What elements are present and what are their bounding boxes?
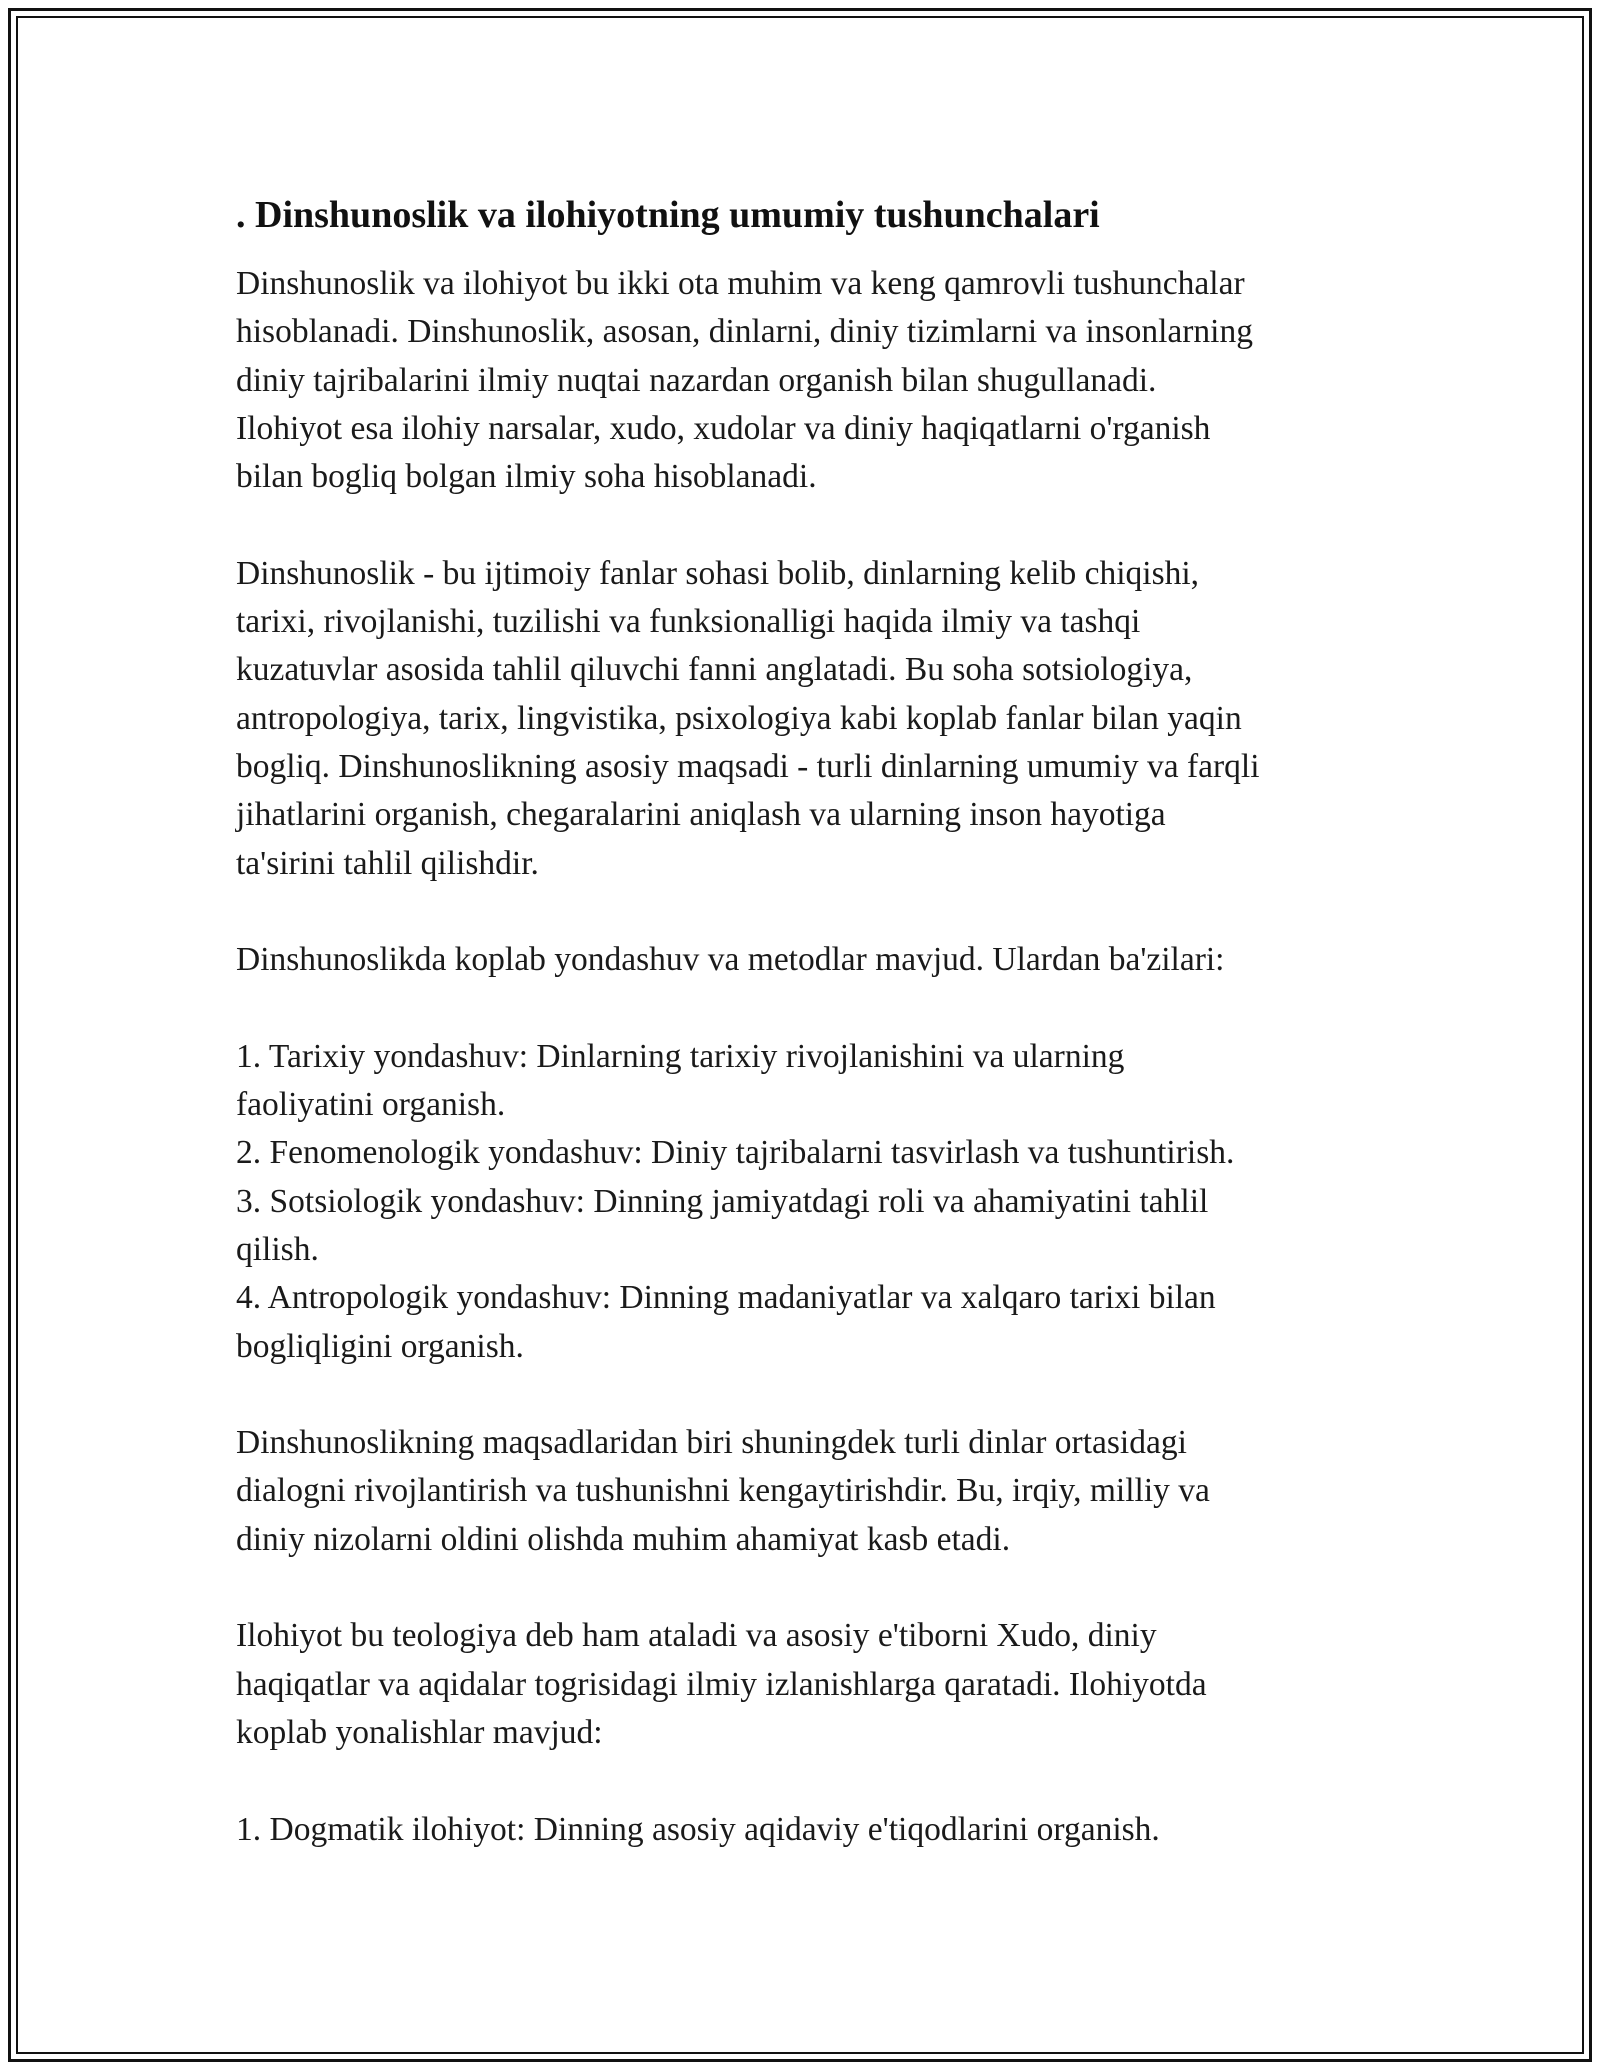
text-line: bilan bogliq bolgan ilmiy soha hisoblanadi. xyxy=(236,458,817,496)
text-line: haqiqatlar va aqidalar togrisidagi ilmiy izlanishlarga qaratadi. Ilohiyotda xyxy=(236,1665,1207,1703)
list-item: qilish. xyxy=(236,1230,319,1268)
text-line: koplab yonalishlar mavjud: xyxy=(236,1713,603,1751)
list-item: 4. Antropologik yondashuv: Dinning madaniyatlar va xalqaro tarixi bilan xyxy=(236,1279,1216,1317)
text-line: Dinshunoslikning maqsadlaridan biri shuningdek turli dinlar ortasidagi xyxy=(236,1424,1187,1462)
text-line: ta'sirini tahlil qilishdir. xyxy=(236,844,539,882)
text-line: diniy nizolarni oldini olishda muhim ahamiyat kasb etadi. xyxy=(236,1520,1011,1558)
text-line: diniy tajribalarini ilmiy nuqtai nazardan organish bilan shugullanadi. xyxy=(236,361,1157,399)
text-line: bogliq. Dinshunoslikning asosiy maqsadi - turli dinlarning umumiy va farqli xyxy=(236,747,1260,785)
list-item: 1. Tarixiy yondashuv: Dinlarning tarixiy rivojlanishini va ularning xyxy=(236,1037,1125,1075)
list-item: bogliqligini organish. xyxy=(236,1327,524,1365)
text-line: antropologiya, tarix, lingvistika, psixologiya kabi koplab fanlar bilan yaqin xyxy=(236,699,1242,737)
list-item: 3. Sotsiologik yondashuv: Dinning jamiyatdagi roli va ahamiyatini tahlil xyxy=(236,1182,1209,1220)
text-line: Ilohiyot esa ilohiy narsalar, xudo, xudolar va diniy haqiqatlarni o'rganish xyxy=(236,409,1211,447)
text-line: dialogni rivojlantirish va tushunishni kengaytirishdir. Bu, irqiy, milliy va xyxy=(236,1472,1210,1510)
text-line: tarixi, rivojlanishi, tuzilishi va funksionalligi haqida ilmiy va tashqi xyxy=(236,603,1141,641)
text-line: Dinshunoslik - bu ijtimoiy fanlar sohasi bolib, dinlarning kelib chiqishi, xyxy=(236,554,1200,592)
paragraph-dinshunoslik-definition xyxy=(236,550,1416,888)
text-line: jihatlarini organish, chegaralarini aniqlash va ularning inson hayotiga xyxy=(236,796,1166,834)
text-line: Dinshunoslikda koplab yondashuv va metodlar mavjud. Ulardan ba'zilari: xyxy=(236,941,1225,979)
paragraph-ilohiyot-definition xyxy=(236,1612,1416,1757)
list-item: faoliyatini organish. xyxy=(236,1086,506,1124)
paragraph-dialogue xyxy=(236,1419,1416,1564)
list-item: 1. Dogmatik ilohiyot: Dinning asosiy aqidaviy e'tiqodlarini organish. xyxy=(236,1810,1160,1848)
theology-list xyxy=(236,1806,1416,1854)
text-line: hisoblanadi. Dinshunoslik, asosan, dinlarni, diniy tizimlarni va insonlarning xyxy=(236,313,1253,351)
text-line: Ilohiyot bu teologiya deb ham ataladi va asosiy e'tiborni Xudo, diniy xyxy=(236,1617,1157,1655)
paragraph-methods-intro xyxy=(236,936,1416,984)
list-item: 2. Fenomenologik yondashuv: Diniy tajribalarni tasvirlash va tushuntirish. xyxy=(236,1134,1235,1172)
document-heading: . Dinshunoslik va ilohiyotning umumiy tushunchalari xyxy=(236,194,1100,236)
text-line: kuzatuvlar asosida tahlil qiluvchi fanni anglatadi. Bu soha sotsiologiya, xyxy=(236,651,1193,689)
paragraph-intro xyxy=(236,260,1416,501)
text-line: Dinshunoslik va ilohiyot bu ikki ota muhim va keng qamrovli tushunchalar xyxy=(236,265,1245,302)
approaches-list xyxy=(236,1033,1416,1371)
document-body xyxy=(236,190,1416,1902)
